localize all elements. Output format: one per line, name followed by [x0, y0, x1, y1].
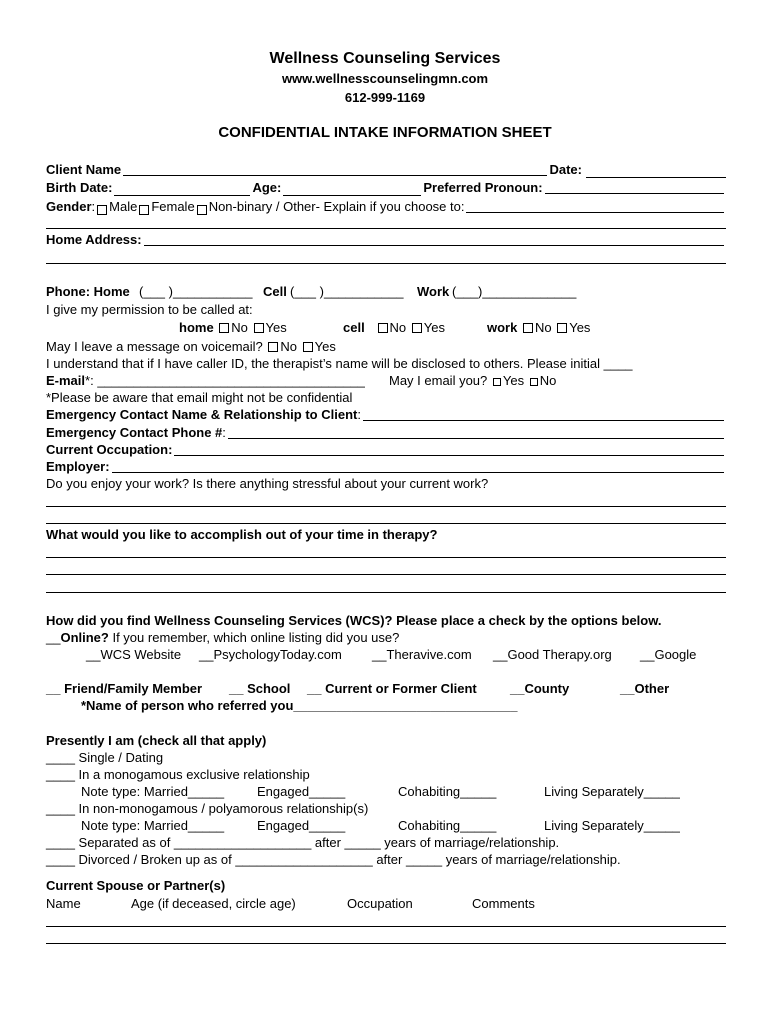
divorced-option[interactable]: ____ Divorced / Broken up as of ___________________ after _____ years of marriage/relationship. — [46, 852, 621, 867]
client-name-label: Client Name — [46, 162, 122, 177]
call-home-row — [179, 320, 287, 335]
emergency-phone-label: Emergency Contact Phone # — [46, 425, 223, 440]
psychology-today-option[interactable]: __PsychologyToday.com — [199, 647, 342, 662]
online-check-blank[interactable]: __ — [46, 630, 61, 645]
email-label: E-mail — [46, 373, 86, 388]
gender-explain-field[interactable] — [466, 201, 724, 213]
voicemail-row — [46, 339, 336, 354]
male-checkbox[interactable] — [97, 205, 107, 215]
form-title: CONFIDENTIAL INTAKE INFORMATION SHEET — [218, 124, 552, 141]
call-cell-no-checkbox[interactable] — [378, 323, 388, 333]
call-work-no-checkbox[interactable] — [523, 323, 533, 333]
call-permission-text: I give my permission to be called at: — [46, 302, 253, 317]
phone-work-field[interactable]: (___)_____________ — [452, 284, 577, 299]
accomplish-question: What would you like to accomplish out of your time in therapy? — [46, 527, 438, 542]
home-address-line-2[interactable] — [46, 263, 726, 264]
pronoun-label: Preferred Pronoun: — [423, 180, 543, 195]
referred-by-field[interactable]: *Name of person who referred you_______________________________ — [81, 698, 518, 713]
emergency-phone-colon: : — [222, 425, 226, 440]
online-row — [46, 630, 399, 645]
email-yes-checkbox[interactable] — [493, 378, 501, 386]
friend-family-option[interactable]: __ Friend/Family Member — [46, 681, 203, 696]
phone-home-label: Phone: Home — [46, 284, 130, 299]
birth-date-label: Birth Date: — [46, 180, 113, 195]
emergency-phone-field[interactable] — [228, 427, 724, 439]
call-work-label: work — [487, 320, 518, 335]
poly-separately-option[interactable]: Living Separately_____ — [544, 818, 680, 833]
spouse-line-2[interactable] — [46, 943, 726, 944]
enjoy-work-question: Do you enjoy your work? Is there anything stressful about your current work? — [46, 476, 489, 491]
age-label: Age: — [252, 180, 282, 195]
occupation-label: Current Occupation: — [46, 442, 173, 457]
voicemail-yes-label: Yes — [314, 339, 336, 354]
former-client-option[interactable]: __ Current or Former Client — [307, 681, 477, 696]
email-star: *: — [85, 373, 94, 388]
may-email-row — [389, 373, 556, 388]
gender-colon: : — [91, 199, 96, 214]
poly-married-option[interactable]: Note type: Married_____ — [81, 818, 225, 833]
birth-date-row — [46, 180, 726, 196]
phone-cell-field[interactable]: (___ )___________ — [290, 284, 404, 299]
spouse-age-header: Age (if deceased, circle age) — [131, 896, 296, 911]
email-no-checkbox[interactable] — [530, 378, 538, 386]
occupation-row — [46, 442, 726, 458]
theravive-option[interactable]: __Theravive.com — [372, 647, 472, 662]
accomplish-line-2[interactable] — [46, 574, 726, 575]
female-label: Female — [151, 199, 195, 214]
other-option[interactable]: __Other — [620, 681, 670, 696]
spouse-heading: Current Spouse or Partner(s) — [46, 878, 226, 893]
call-home-yes-checkbox[interactable] — [254, 323, 264, 333]
wcs-website-option[interactable]: __WCS Website — [86, 647, 182, 662]
phone-work-label: Work — [417, 284, 450, 299]
mono-separately-option[interactable]: Living Separately_____ — [544, 784, 680, 799]
nonbinary-checkbox[interactable] — [197, 205, 207, 215]
call-work-no-label: No — [534, 320, 552, 335]
poly-engaged-option[interactable]: Engaged_____ — [257, 818, 346, 833]
may-email-question: May I email you? — [389, 373, 488, 388]
call-cell-yes-checkbox[interactable] — [412, 323, 422, 333]
online-question: If you remember, which online listing did you use? — [108, 630, 400, 645]
non-monogamous-option[interactable]: ____ In non-monogamous / polyamorous relationship(s) — [46, 801, 369, 816]
client-name-row — [46, 162, 726, 178]
spouse-name-header: Name — [46, 896, 81, 911]
org-website: www.wellnesscounselingmn.com — [281, 71, 489, 86]
separated-option[interactable]: ____ Separated as of ___________________ after _____ years of marriage/relationship. — [46, 835, 560, 850]
phone-home-field[interactable]: (___ )___________ — [139, 284, 253, 299]
emergency-name-field[interactable] — [363, 409, 724, 421]
call-cell-row — [343, 320, 445, 335]
emergency-phone-row — [46, 425, 726, 441]
employer-field[interactable] — [112, 461, 724, 473]
home-address-row — [46, 232, 726, 248]
nonbinary-label: Non-binary / Other- Explain if you choose to: — [208, 199, 465, 214]
google-option[interactable]: __Google — [640, 647, 697, 662]
voicemail-no-checkbox[interactable] — [268, 342, 278, 352]
email-no-label: No — [539, 373, 557, 388]
gender-extra-line[interactable] — [46, 228, 726, 229]
spouse-occupation-header: Occupation — [347, 896, 413, 911]
caller-id-text: I understand that if I have caller ID, the therapist’s name will be disclosed to others. Please initial ____ — [46, 356, 633, 371]
emergency-name-row — [46, 407, 726, 423]
relationship-heading: Presently I am (check all that apply) — [46, 733, 267, 748]
single-option[interactable]: ____ Single / Dating — [46, 750, 164, 765]
call-work-yes-label: Yes — [569, 320, 591, 335]
accomplish-line-3[interactable] — [46, 592, 726, 593]
gender-row — [46, 199, 726, 215]
call-work-yes-checkbox[interactable] — [557, 323, 567, 333]
home-address-label: Home Address: — [46, 232, 142, 247]
monogamous-option[interactable]: ____ In a monogamous exclusive relationship — [46, 767, 310, 782]
referral-question: How did you find Wellness Counseling Services (WCS)? Please place a check by the options below. — [46, 613, 662, 628]
call-cell-yes-label: Yes — [423, 320, 445, 335]
spouse-line-1[interactable] — [46, 926, 726, 927]
accomplish-line-1[interactable] — [46, 557, 726, 558]
spouse-comments-header: Comments — [472, 896, 535, 911]
call-work-row — [487, 320, 590, 335]
occupation-field[interactable] — [174, 444, 724, 456]
client-name-field[interactable] — [123, 164, 547, 176]
emergency-name-colon: : — [357, 407, 361, 422]
call-home-no-checkbox[interactable] — [219, 323, 229, 333]
mono-engaged-option[interactable]: Engaged_____ — [257, 784, 346, 799]
mono-cohabiting-option[interactable]: Cohabiting_____ — [398, 784, 497, 799]
voicemail-yes-checkbox[interactable] — [303, 342, 313, 352]
call-cell-label: cell — [343, 320, 365, 335]
gender-label: Gender — [46, 199, 92, 214]
enjoy-work-line-1[interactable] — [46, 506, 726, 507]
phone-cell-label: Cell — [263, 284, 287, 299]
email-field[interactable]: _____________________________________ — [97, 373, 365, 388]
emergency-name-label: Emergency Contact Name & Relationship to Client — [46, 407, 358, 422]
poly-cohabiting-option[interactable]: Cohabiting_____ — [398, 818, 497, 833]
county-option[interactable]: __County — [510, 681, 570, 696]
voicemail-no-label: No — [280, 339, 298, 354]
call-cell-no-label: No — [389, 320, 407, 335]
school-option[interactable]: __ School — [229, 681, 291, 696]
enjoy-work-line-2[interactable] — [46, 523, 726, 524]
email-warning: *Please be aware that email might not be confidential — [46, 390, 353, 405]
mono-married-option[interactable]: Note type: Married_____ — [81, 784, 225, 799]
org-phone: 612-999-1169 — [344, 90, 426, 105]
online-label: Online? — [60, 630, 109, 645]
employer-row — [46, 459, 726, 475]
pronoun-field[interactable] — [545, 182, 724, 194]
email-yes-label: Yes — [502, 373, 525, 388]
org-name: Wellness Counseling Services — [269, 50, 501, 67]
call-home-label: home — [179, 320, 214, 335]
age-field[interactable] — [283, 184, 421, 196]
date-label: Date: — [549, 162, 582, 177]
birth-date-field[interactable] — [114, 184, 250, 196]
call-home-no-label: No — [231, 320, 248, 335]
voicemail-question: May I leave a message on voicemail? — [46, 339, 263, 354]
email-row — [46, 373, 365, 388]
call-home-yes-label: Yes — [265, 320, 287, 335]
date-field[interactable] — [586, 166, 726, 178]
male-label: Male — [109, 199, 138, 214]
female-checkbox[interactable] — [139, 205, 149, 215]
good-therapy-option[interactable]: __Good Therapy.org — [493, 647, 612, 662]
employer-label: Employer: — [46, 459, 110, 474]
home-address-field[interactable] — [144, 234, 724, 246]
